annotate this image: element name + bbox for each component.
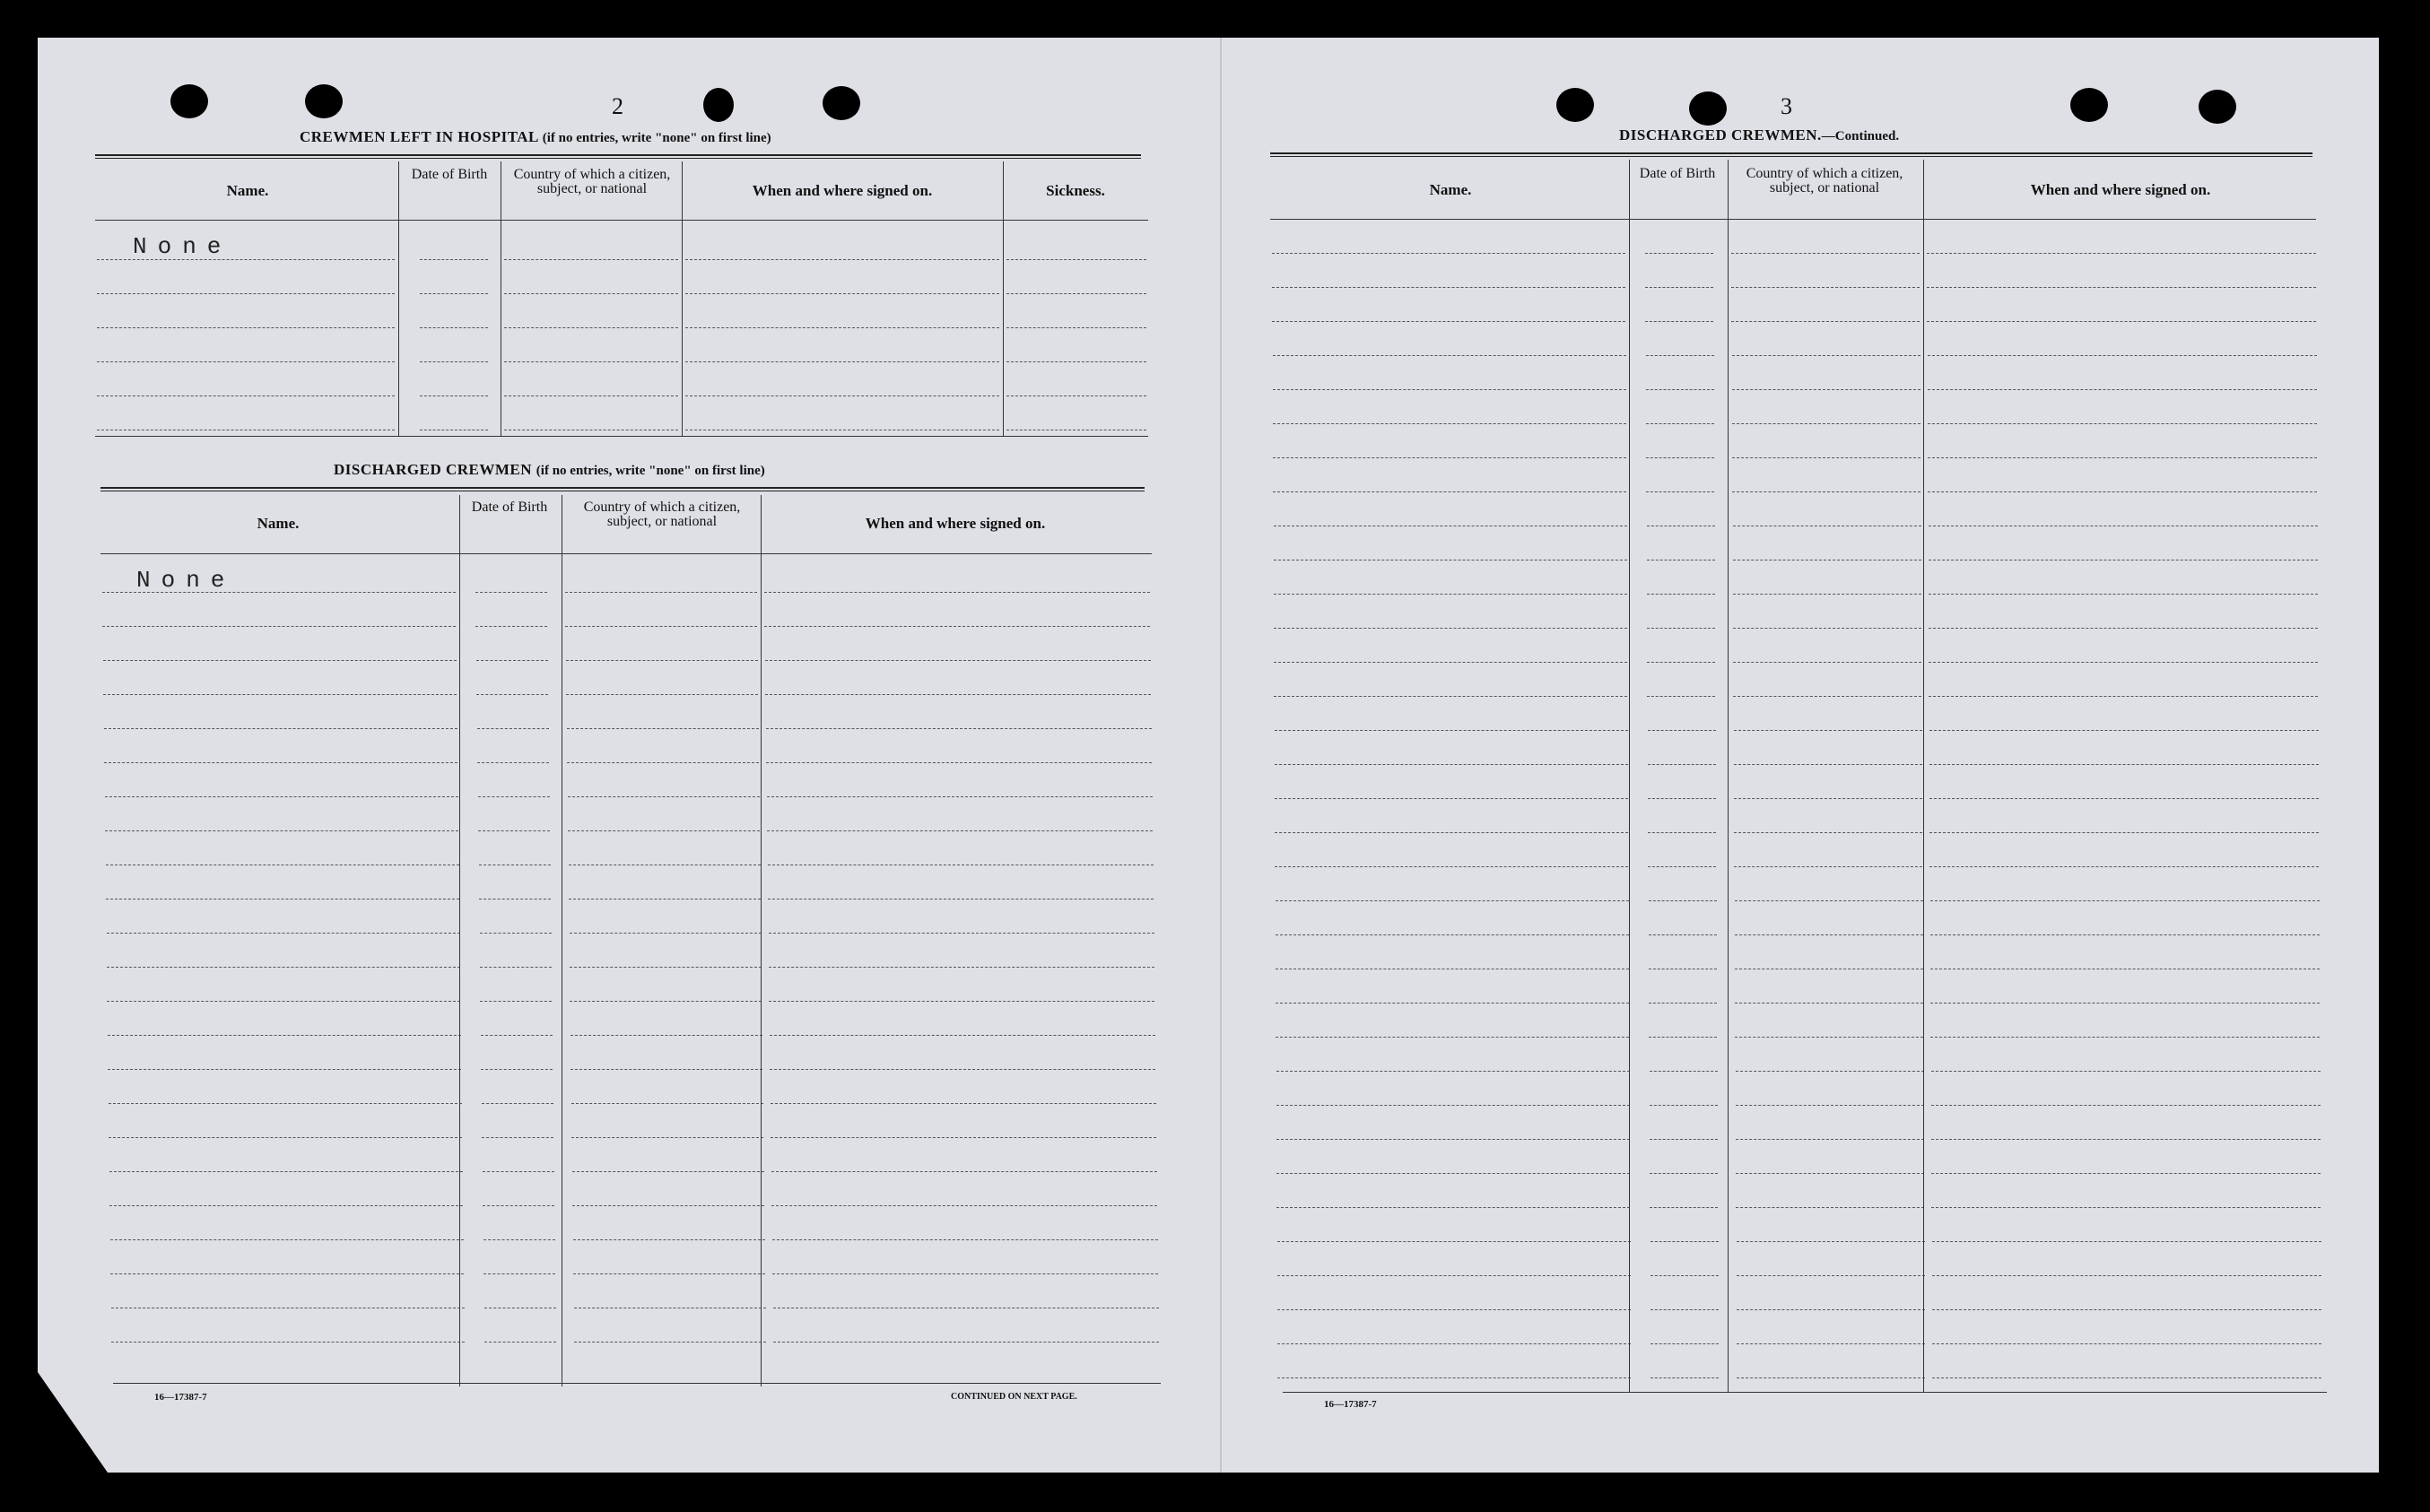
ruled-line	[573, 1239, 765, 1240]
ruled-line	[1272, 253, 1625, 254]
ruled-line	[1646, 389, 1714, 390]
ruled-line	[475, 626, 547, 627]
ruled-line	[1650, 1241, 1719, 1242]
right-bottom-rule	[1283, 1392, 2327, 1393]
ruled-line	[1650, 1343, 1719, 1344]
ruled-line	[104, 762, 457, 763]
ruled-line	[1735, 1003, 1923, 1004]
ruled-line	[1647, 696, 1715, 697]
ruled-line	[1649, 1003, 1717, 1004]
ruled-line	[1931, 1207, 2321, 1208]
ruled-line	[482, 1103, 553, 1104]
ruled-line	[1930, 1003, 2320, 1004]
ruled-line	[109, 1171, 463, 1172]
ruled-line	[102, 626, 456, 627]
ruled-line	[483, 1273, 555, 1274]
ruled-line	[1735, 1037, 1923, 1038]
ruled-line	[1736, 1105, 1924, 1106]
ruled-line	[1276, 934, 1629, 935]
ruled-line	[1648, 866, 1716, 867]
right-title: DISCHARGED CREWMEN.—Continued.	[1619, 126, 1900, 143]
hospital-header-rule	[95, 220, 1148, 221]
ruled-line	[477, 762, 549, 763]
ruled-line	[565, 626, 757, 627]
ruled-line	[1650, 1377, 1719, 1378]
hospital-col-sickness: Sickness.	[1046, 182, 1105, 199]
ruled-line	[1734, 730, 1922, 731]
ruled-line	[766, 762, 1152, 763]
ruled-line	[1647, 662, 1715, 663]
ruled-line	[769, 1001, 1154, 1002]
ruled-line	[480, 967, 552, 968]
punch-hole	[1556, 88, 1594, 122]
ruled-line	[1006, 259, 1146, 260]
ruled-line	[483, 1171, 554, 1172]
ruled-line	[109, 1205, 463, 1206]
ruled-line	[1929, 662, 2318, 663]
discharged-header-rule	[100, 553, 1152, 554]
ruled-line	[1006, 293, 1146, 294]
ruled-line	[1276, 900, 1629, 901]
ruled-line	[1736, 1139, 1924, 1140]
ruled-line	[1646, 423, 1714, 424]
ruled-line	[1737, 1275, 1925, 1276]
discharged-first-entry: None	[136, 567, 236, 594]
ruled-line	[1733, 628, 1921, 629]
ruled-line	[1737, 1309, 1925, 1310]
ruled-line	[420, 395, 488, 396]
ruled-line	[1931, 1105, 2321, 1106]
ruled-line	[1646, 457, 1714, 458]
ruled-line	[504, 293, 678, 294]
ruled-line	[108, 1035, 461, 1036]
ruled-line	[1648, 764, 1716, 765]
ruled-line	[1646, 355, 1714, 356]
punch-hole	[305, 84, 343, 118]
discharged-top-rule	[100, 487, 1145, 491]
ruled-line	[1734, 866, 1922, 867]
ruled-line	[1275, 832, 1628, 833]
punch-hole	[823, 86, 860, 120]
ruled-line	[567, 762, 759, 763]
ruled-line	[1273, 355, 1626, 356]
right-col-birth: Date of Birth	[1639, 166, 1716, 181]
ruled-line	[420, 293, 488, 294]
ruled-line	[1932, 1377, 2321, 1378]
ruled-line	[685, 327, 999, 328]
ruled-line	[1731, 253, 1920, 254]
ruled-line	[1733, 594, 1921, 595]
ruled-line	[1929, 832, 2319, 833]
ruled-line	[1648, 798, 1716, 799]
right-col-country: Country of which a citizen, subject, or national	[1746, 166, 1903, 196]
ruled-line	[110, 1273, 464, 1274]
ruled-line	[1736, 1173, 1924, 1174]
page-number-right: 3	[1781, 93, 1792, 119]
ruled-line	[1649, 1037, 1717, 1038]
ruled-line	[482, 1137, 553, 1138]
ruled-line	[1272, 321, 1625, 322]
right-top-rule	[1270, 152, 2312, 157]
discharged-col-signed: When and where signed on.	[865, 515, 1046, 532]
ruled-line	[765, 694, 1151, 695]
ruled-line	[107, 1001, 460, 1002]
ruled-line	[97, 327, 395, 328]
ruled-line	[772, 1273, 1158, 1274]
ruled-line	[1930, 934, 2320, 935]
ruled-line	[1737, 1343, 1925, 1344]
ruled-line	[570, 933, 762, 934]
ruled-line	[1645, 321, 1713, 322]
ruled-line	[764, 592, 1150, 593]
discharged-col-name: Name.	[257, 515, 300, 532]
ruled-line	[565, 592, 757, 593]
punch-hole	[703, 88, 734, 122]
ruled-line	[97, 395, 395, 396]
ruled-line	[1731, 321, 1920, 322]
ruled-line	[1277, 1377, 1631, 1378]
ruled-line	[109, 1137, 462, 1138]
hospital-col-divider	[1003, 161, 1004, 436]
ruled-line	[1274, 696, 1627, 697]
ruled-line	[685, 293, 999, 294]
ruled-line	[1647, 628, 1715, 629]
ruled-line	[504, 327, 678, 328]
discharged-col-divider	[459, 495, 460, 1386]
ruled-line	[1648, 832, 1716, 833]
ruled-line	[770, 1069, 1155, 1070]
ruled-line	[104, 728, 457, 729]
ruled-line	[1276, 1105, 1630, 1106]
ruled-line	[1736, 1071, 1924, 1072]
ruled-line	[1737, 1241, 1925, 1242]
ruled-line	[685, 395, 999, 396]
ruled-line	[771, 1103, 1156, 1104]
ruled-line	[1277, 1241, 1631, 1242]
ruled-line	[572, 1171, 764, 1172]
ruled-line	[767, 796, 1153, 797]
ruled-line	[1928, 423, 2317, 424]
ruled-line	[1929, 594, 2318, 595]
ruled-line	[766, 728, 1152, 729]
ruled-line	[105, 796, 458, 797]
ruled-line	[1276, 1003, 1629, 1004]
ruled-line	[1927, 321, 2316, 322]
ruled-line	[767, 830, 1153, 831]
ruled-line	[1735, 934, 1923, 935]
ruled-line	[103, 660, 457, 661]
ruled-line	[1931, 1071, 2321, 1072]
ruled-line	[1928, 457, 2317, 458]
ruled-line	[483, 1239, 555, 1240]
ruled-line	[1645, 287, 1713, 288]
ruled-line	[568, 830, 760, 831]
ruled-line	[1928, 355, 2317, 356]
ruled-line	[1734, 798, 1922, 799]
hospital-col-birth: Date of Birth	[411, 167, 488, 182]
ruled-line	[1275, 866, 1628, 867]
hospital-col-signed: When and where signed on.	[752, 182, 933, 199]
ruled-line	[1650, 1309, 1719, 1310]
ruled-line	[1929, 696, 2318, 697]
ruled-line	[1645, 253, 1713, 254]
ruled-line	[504, 395, 678, 396]
ruled-line	[1649, 900, 1717, 901]
ruled-line	[1929, 628, 2318, 629]
ruled-line	[504, 361, 678, 362]
ruled-line	[1276, 1173, 1630, 1174]
hospital-col-divider	[398, 161, 399, 436]
ruled-line	[1929, 730, 2319, 731]
discharged-col-birth: Date of Birth	[471, 500, 548, 515]
right-col-name: Name.	[1429, 181, 1472, 198]
ruled-line	[1272, 287, 1625, 288]
ruled-line	[567, 728, 759, 729]
right-header-rule	[1270, 219, 2316, 220]
ruled-line	[1927, 287, 2316, 288]
ruled-line	[566, 660, 758, 661]
ruled-line	[769, 933, 1154, 934]
ruled-line	[571, 1103, 763, 1104]
hospital-col-country: Country of which a citizen, subject, or national	[513, 167, 671, 196]
ruled-line	[1275, 730, 1628, 731]
ruled-line	[1647, 594, 1715, 595]
ruled-line	[1932, 1309, 2321, 1310]
ruled-line	[568, 796, 760, 797]
ruled-line	[1646, 491, 1714, 492]
ruled-line	[420, 259, 488, 260]
hospital-top-rule	[95, 154, 1141, 159]
right-col-signed: When and where signed on.	[2030, 181, 2211, 198]
continued-note: CONTINUED ON NEXT PAGE.	[951, 1392, 1077, 1402]
ruled-line	[481, 1035, 553, 1036]
ruled-line	[769, 967, 1154, 968]
ruled-line	[572, 1205, 764, 1206]
ruled-line	[1274, 594, 1627, 595]
ruled-line	[773, 1342, 1159, 1343]
ruled-line	[1006, 327, 1146, 328]
ruled-line	[1273, 423, 1626, 424]
form-number-right: 16—17387-7	[1324, 1399, 1377, 1410]
ruled-line	[570, 1035, 762, 1036]
ruled-line	[1648, 730, 1716, 731]
ruled-line	[110, 1239, 464, 1240]
ruled-line	[1736, 1207, 1924, 1208]
ruled-line	[108, 1069, 461, 1070]
ruled-line	[1732, 423, 1920, 424]
ruled-line	[570, 967, 762, 968]
ruled-line	[1275, 764, 1628, 765]
ruled-line	[1732, 389, 1920, 390]
ruled-line	[477, 728, 549, 729]
ruled-line	[764, 626, 1150, 627]
ruled-line	[1732, 457, 1920, 458]
ruled-line	[1276, 1139, 1630, 1140]
ruled-line	[504, 259, 678, 260]
ruled-line	[1734, 832, 1922, 833]
ruled-line	[1931, 1173, 2321, 1174]
ruled-line	[481, 1069, 553, 1070]
ruled-line	[1732, 355, 1920, 356]
ruled-line	[1274, 662, 1627, 663]
torn-corner	[38, 1372, 108, 1473]
ruled-line	[476, 660, 548, 661]
punch-hole	[1689, 91, 1727, 126]
ruled-line	[420, 327, 488, 328]
ruled-line	[1649, 934, 1717, 935]
hospital-first-entry: None	[133, 233, 232, 260]
ruled-line	[1273, 491, 1626, 492]
ruled-line	[1650, 1105, 1718, 1106]
ruled-line	[1276, 1207, 1630, 1208]
ruled-line	[1275, 798, 1628, 799]
ruled-line	[574, 1342, 766, 1343]
right-col-divider	[1728, 160, 1729, 1392]
ruled-line	[420, 361, 488, 362]
ruled-line	[566, 694, 758, 695]
ruled-line	[1733, 696, 1921, 697]
hospital-col-divider	[682, 161, 683, 436]
ruled-line	[685, 259, 999, 260]
ruled-line	[685, 361, 999, 362]
ruled-line	[765, 660, 1151, 661]
ruled-line	[1276, 1037, 1629, 1038]
hospital-bottom-rule	[95, 436, 1148, 437]
ruled-line	[1932, 1343, 2321, 1344]
hospital-title: CREWMEN LEFT IN HOSPITAL (if no entries, write "none" on first line)	[300, 128, 771, 145]
right-col-divider	[1629, 160, 1630, 1392]
ruled-line	[1735, 900, 1923, 901]
ruled-line	[107, 933, 460, 934]
ruled-line	[1733, 662, 1921, 663]
ruled-line	[1732, 491, 1920, 492]
ruled-line	[1277, 1275, 1631, 1276]
ruled-line	[1650, 1207, 1718, 1208]
ruled-line	[771, 1205, 1157, 1206]
ruled-line	[570, 1069, 762, 1070]
ruled-line	[1928, 389, 2317, 390]
ruled-line	[480, 933, 552, 934]
ruled-line	[1731, 287, 1920, 288]
ruled-line	[1932, 1275, 2321, 1276]
ruled-line	[772, 1239, 1158, 1240]
ruled-line	[771, 1137, 1156, 1138]
ruled-line	[1273, 389, 1626, 390]
ruled-line	[97, 361, 395, 362]
ruled-line	[1006, 361, 1146, 362]
ruled-line	[478, 830, 550, 831]
ruled-line	[1932, 1241, 2321, 1242]
ruled-line	[480, 1001, 552, 1002]
punch-hole	[170, 84, 208, 118]
hospital-col-name: Name.	[226, 182, 269, 199]
discharged-title: DISCHARGED CREWMEN (if no entries, write "none" on first line)	[334, 461, 765, 478]
ruled-line	[109, 1103, 462, 1104]
ruled-line	[770, 1035, 1155, 1036]
right-col-divider	[1923, 160, 1924, 1392]
ruled-line	[771, 1171, 1157, 1172]
punch-hole	[2070, 88, 2108, 122]
ruled-line	[103, 694, 457, 695]
ruled-line	[1929, 764, 2319, 765]
ruled-line	[1650, 1173, 1718, 1174]
ruled-line	[105, 830, 458, 831]
ruled-line	[478, 796, 550, 797]
ruled-line	[1277, 1309, 1631, 1310]
page-fold	[1220, 38, 1222, 1473]
ruled-line	[1929, 798, 2319, 799]
ruled-line	[1737, 1377, 1925, 1378]
ruled-line	[1931, 1139, 2321, 1140]
ruled-line	[570, 1001, 762, 1002]
ruled-line	[111, 1342, 465, 1343]
ruled-line	[1006, 395, 1146, 396]
ruled-line	[483, 1205, 554, 1206]
ruled-line	[475, 592, 547, 593]
discharged-bottom-rule	[113, 1383, 1161, 1384]
ruled-line	[476, 694, 548, 695]
ruled-line	[107, 967, 460, 968]
ruled-line	[571, 1137, 763, 1138]
ruled-line	[1277, 1343, 1631, 1344]
ruled-line	[1930, 900, 2320, 901]
ruled-line	[1927, 253, 2316, 254]
ruled-line	[1274, 628, 1627, 629]
ruled-line	[1930, 1037, 2320, 1038]
discharged-col-country: Country of which a citizen, subject, or national	[583, 500, 741, 529]
ruled-line	[1650, 1139, 1718, 1140]
ruled-line	[1276, 1071, 1630, 1072]
ruled-line	[1650, 1071, 1718, 1072]
ruled-line	[97, 293, 395, 294]
ruled-line	[1928, 491, 2317, 492]
ruled-line	[1734, 764, 1922, 765]
ruled-line	[1273, 457, 1626, 458]
ruled-line	[484, 1342, 556, 1343]
discharged-col-divider	[761, 495, 762, 1386]
page-number-left: 2	[612, 93, 623, 119]
punch-hole	[2199, 90, 2236, 124]
ruled-line	[573, 1273, 765, 1274]
ruled-line	[1650, 1275, 1719, 1276]
ruled-line	[1929, 866, 2319, 867]
form-number-left: 16—17387-7	[154, 1392, 207, 1403]
